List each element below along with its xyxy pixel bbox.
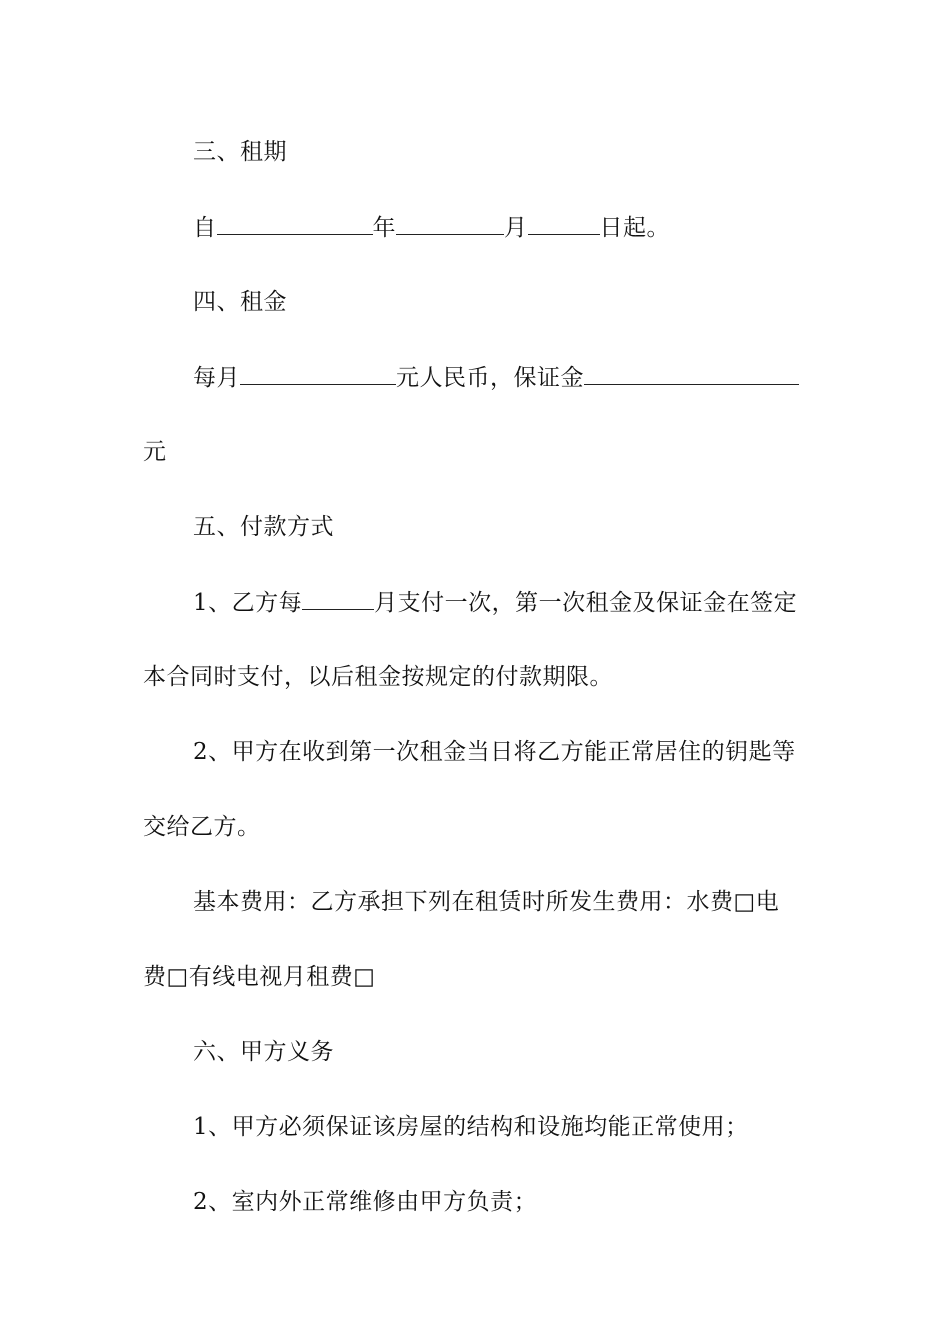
blank-payment-interval-field[interactable] [302, 587, 374, 610]
blank-rent-amount-field[interactable] [240, 362, 396, 385]
text-rmb-deposit: 元人民币，保证金 [396, 365, 584, 391]
lease-start-date-line [193, 212, 670, 243]
blank-year-field[interactable] [217, 212, 373, 235]
payment-clause-1-line-1 [193, 587, 797, 618]
party-a-duty-2 [193, 1187, 537, 1217]
heading-text: 五、付款方式 [193, 514, 334, 540]
section-heading-lease-term [193, 137, 287, 167]
text-year: 年 [372, 215, 396, 241]
basic-fees-line-1 [193, 887, 779, 917]
rent-amount-line [193, 362, 799, 393]
text-clause-start: 1、乙方每 [193, 590, 303, 616]
paragraph-text: 交给乙方。 [143, 814, 261, 840]
section-heading-rent [193, 287, 287, 317]
paragraph-text: 费□有线电视月租费□ [143, 964, 376, 990]
basic-fees-line-2 [143, 962, 375, 992]
paragraph-text: 基本费用：乙方承担下列在租赁时所发生费用：水费□电 [193, 889, 780, 915]
payment-clause-1-line-2 [143, 662, 613, 692]
section-heading-party-a-duties [193, 1037, 334, 1067]
text-clause-rest: 月支付一次，第一次租金及保证金在签定 [374, 590, 798, 616]
paragraph-text: 2、甲方在收到第一次租金当日将乙方能正常居住的钥匙等 [193, 739, 796, 765]
payment-clause-2-line-1 [193, 737, 796, 767]
section-heading-payment [193, 512, 334, 542]
blank-day-field[interactable] [528, 212, 600, 235]
text-monthly: 每月 [193, 365, 240, 391]
heading-text: 六、甲方义务 [193, 1039, 334, 1065]
paragraph-text: 1、甲方必须保证该房屋的结构和设施均能正常使用； [193, 1114, 749, 1140]
heading-text: 三、租期 [193, 139, 287, 165]
blank-month-field[interactable] [396, 212, 504, 235]
blank-deposit-field[interactable] [584, 362, 799, 385]
party-a-duty-1 [193, 1112, 749, 1142]
text-day-start: 日起。 [599, 215, 670, 241]
payment-clause-2-line-2 [143, 812, 261, 842]
heading-text: 四、租金 [193, 289, 287, 315]
text-from: 自 [193, 215, 217, 241]
text-yuan: 元 [143, 439, 167, 465]
paragraph-text: 2、室内外正常维修由甲方负责； [193, 1189, 538, 1215]
text-month: 月 [504, 215, 528, 241]
deposit-unit-line [143, 437, 167, 467]
paragraph-text: 本合同时支付，以后租金按规定的付款期限。 [143, 664, 613, 690]
